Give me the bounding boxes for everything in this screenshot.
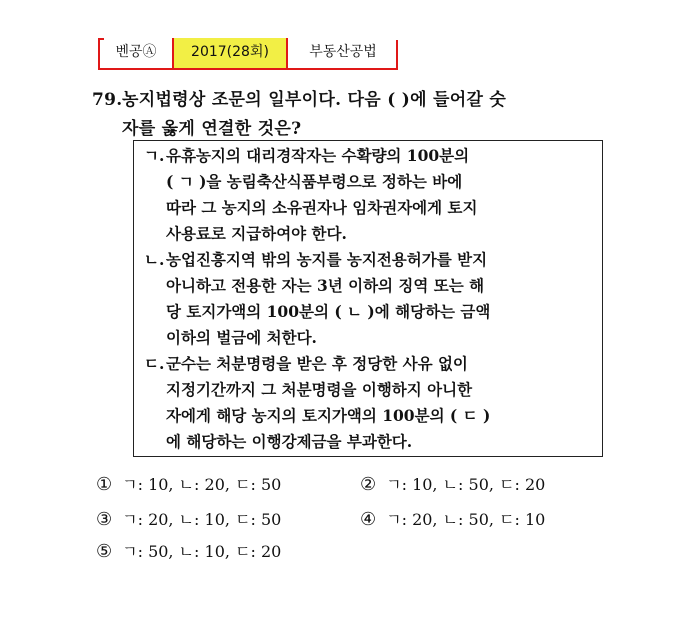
statement-marker: ㄴ. <box>144 250 165 269</box>
option-number: ③ <box>96 509 113 530</box>
statement-box <box>133 140 603 457</box>
statement-line: 유휴농지의 대리경작자는 수확량의 100분의 <box>166 146 470 165</box>
option-number: ② <box>360 474 377 495</box>
subject-tag: 벤공Ⓐ <box>115 44 157 60</box>
option-text: ㄱ: 20, ㄴ: 50, ㄷ: 10 <box>386 510 546 529</box>
statement-line: 에 해당하는 이행강제금을 부과한다. <box>166 432 413 451</box>
answer-option-3[interactable] <box>96 507 281 530</box>
answer-option-2[interactable] <box>360 472 545 495</box>
statement-marker: ㄷ. <box>144 354 165 373</box>
statement-line: ( ㄱ )을 농림축산식품부령으로 정하는 바에 <box>166 172 463 191</box>
option-text: ㄱ: 20, ㄴ: 10, ㄷ: 50 <box>122 510 282 529</box>
statement-line: 사용료로 지급하여야 한다. <box>166 224 347 243</box>
year-tag: 2017(28회) <box>174 38 286 68</box>
statement-line: 자에게 해당 농지의 토지가액의 100분의 ( ㄷ ) <box>166 406 491 425</box>
question-line-1: 농지법령상 조문의 일부이다. 다음 ( )에 들어갈 숫 <box>122 90 507 110</box>
statement-line: 지정기간까지 그 처분명령을 이행하지 아니한 <box>166 380 473 399</box>
statement-line: 이하의 벌금에 처한다. <box>166 328 317 347</box>
statement-marker: ㄱ. <box>144 146 165 165</box>
statement-line: 따라 그 농지의 소유권자나 임차권자에게 토지 <box>166 198 478 217</box>
exam-tag-bar <box>98 40 398 70</box>
question-line-2: 자를 옳게 연결한 것은? <box>122 119 302 139</box>
option-text: ㄱ: 10, ㄴ: 20, ㄷ: 50 <box>122 475 282 494</box>
statement-line: 아니하고 전용한 자는 3년 이하의 징역 또는 해 <box>166 276 485 295</box>
answer-option-5[interactable] <box>96 539 281 562</box>
question-number: 79. <box>92 90 123 110</box>
statement-line: 당 토지가액의 100분의 ( ㄴ )에 해당하는 금액 <box>166 302 491 321</box>
option-text: ㄱ: 10, ㄴ: 50, ㄷ: 20 <box>386 475 546 494</box>
category-tag: 부동산공법 <box>309 44 377 60</box>
answer-option-4[interactable] <box>360 507 545 530</box>
option-number: ④ <box>360 509 377 530</box>
answer-option-1[interactable] <box>96 472 281 495</box>
option-text: ㄱ: 50, ㄴ: 10, ㄷ: 20 <box>122 542 282 561</box>
option-number: ⑤ <box>96 541 113 562</box>
statement-line: 농업진흥지역 밖의 농지를 농지전용허가를 받지 <box>166 250 488 269</box>
option-number: ① <box>96 474 113 495</box>
statement-line: 군수는 처분명령을 받은 후 정당한 사유 없이 <box>166 354 468 373</box>
